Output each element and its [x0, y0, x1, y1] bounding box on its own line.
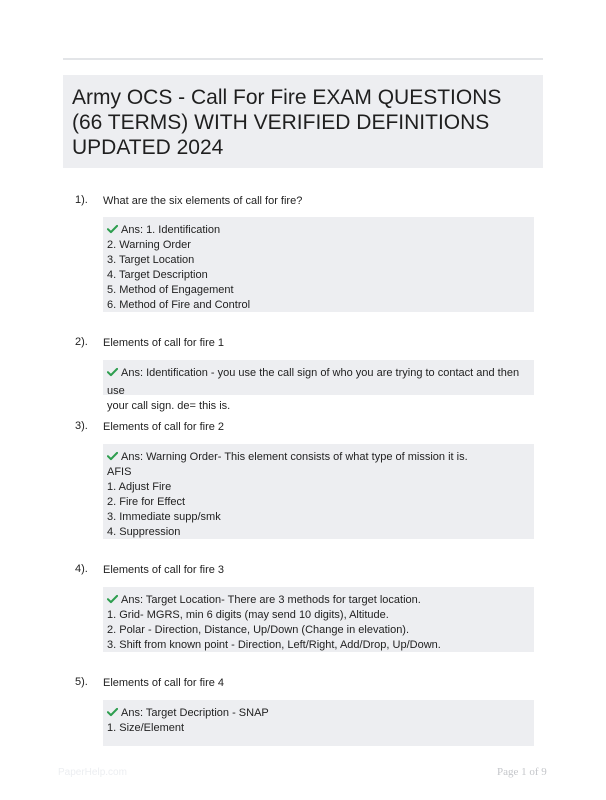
answer-line: 1. Size/Element — [107, 722, 185, 734]
check-icon — [107, 707, 118, 717]
answer-box-1 — [103, 217, 534, 312]
check-icon — [107, 367, 118, 377]
question-number: 1). — [75, 194, 88, 206]
answer-first-line — [107, 220, 528, 238]
answer-first-line — [107, 363, 528, 399]
answer-line: AFIS — [107, 466, 132, 478]
question-number: 5). — [75, 676, 88, 688]
answer-line: 2. Warning Order — [107, 239, 191, 251]
answer-box-5 — [103, 700, 534, 746]
question-text: What are the six elements of call for fire? — [103, 195, 303, 207]
answer-first-line — [107, 590, 528, 608]
answer-line: your call sign. de= this is. — [107, 400, 231, 412]
answer-box-4 — [103, 587, 534, 652]
question-number: 4). — [75, 563, 88, 575]
answer-line: 3. Immediate supp/smk — [107, 511, 221, 523]
check-icon — [107, 451, 118, 461]
check-icon — [107, 594, 118, 604]
question-text: Elements of call for fire 1 — [103, 337, 225, 349]
top-divider — [63, 58, 543, 60]
answer-box-3 — [103, 444, 534, 539]
answer-line: 6. Method of Fire and Control — [107, 299, 251, 311]
answer-line: 5. Method of Engagement — [107, 284, 234, 296]
answer-line: 2. Fire for Effect — [107, 496, 186, 508]
question-number: 3). — [75, 420, 88, 432]
question-text: Elements of call for fire 2 — [103, 421, 225, 433]
answer-text: Ans: Target Decription - SNAP — [121, 707, 269, 719]
answer-line: 1. Adjust Fire — [107, 481, 172, 493]
question-text: Elements of call for fire 3 — [103, 564, 225, 576]
answer-line: 3. Target Location — [107, 254, 195, 266]
title-box — [63, 75, 543, 168]
question-text: Elements of call for fire 4 — [103, 677, 225, 689]
answer-text: Ans: 1. Identification — [121, 224, 221, 236]
answer-text: Ans: Warning Order- This element consists of what type of mission it is. — [121, 451, 468, 463]
answer-text: Ans: Target Location- There are 3 methods for target location. — [121, 594, 421, 606]
answer-line: 3. Shift from known point - Direction, Left/Right, Add/Drop, Up/Down. — [107, 639, 441, 651]
page-number: Page 1 of 9 — [497, 766, 547, 778]
question-number: 2). — [75, 336, 88, 348]
answer-box-2 — [103, 360, 534, 412]
answer-first-line — [107, 447, 528, 465]
answer-line: 2. Polar - Direction, Distance, Up/Down (Change in elevation). — [107, 624, 410, 636]
answer-text: Ans: Identification - you use the call sign of who you are trying to contact and then use — [107, 367, 520, 397]
answer-first-line — [107, 703, 528, 721]
answer-line: 4. Target Description — [107, 269, 208, 281]
footer-watermark: PaperHelp.com — [58, 767, 127, 778]
answer-line: 1. Grid- MGRS, min 6 digits (may send 10 digits), Altitude. — [107, 609, 389, 621]
page-title: Army OCS - Call For Fire EXAM QUESTIONS (66 TERMS) WITH VERIFIED DEFINITIONS UPDATED 2024 — [72, 86, 502, 159]
answer-line: 4. Suppression — [107, 526, 181, 538]
check-icon — [107, 224, 118, 234]
